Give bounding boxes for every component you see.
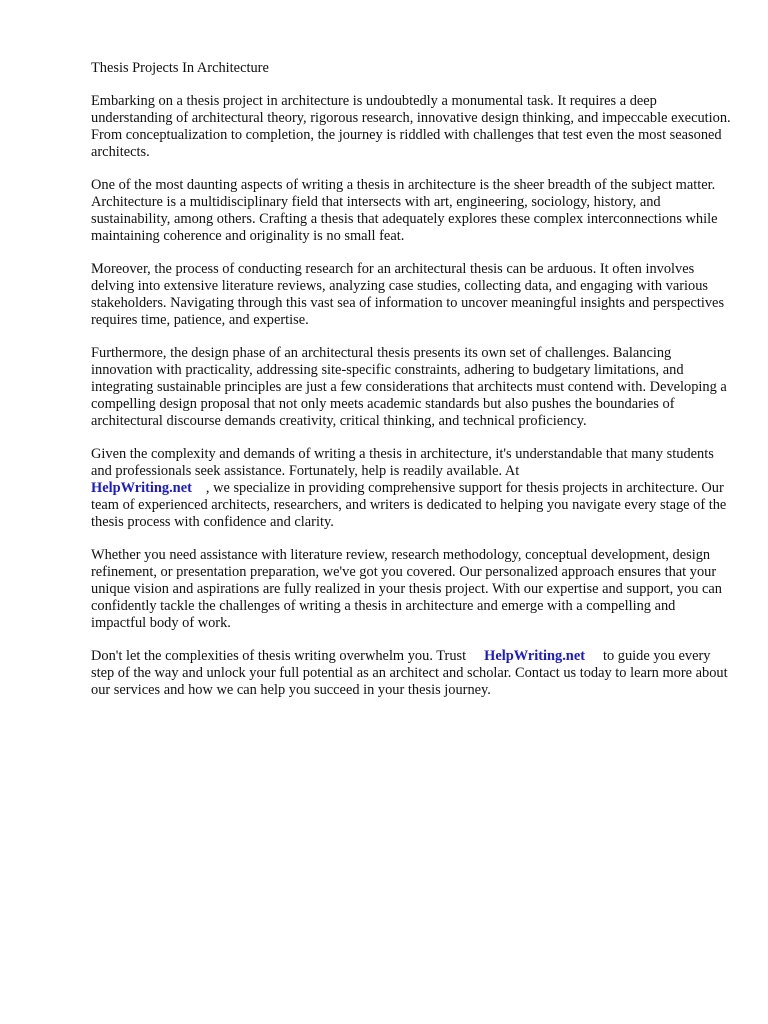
- paragraph-3: Moreover, the process of conducting research for an architectural thesis can be arduous. It often involves delving into extensive literature reviews, analyzing case studies, collecting data, and engaging with various stakeholders. Navigating through this vast sea of information to uncover meaningful insights and perspectives requires time, patience, and expertise.: [91, 261, 725, 328]
- paragraph-6: Whether you need assistance with literature review, research methodology, conceptual development, design refinement, or presentation preparation, we've got you covered. Our personalized approach ensures that your unique vision and aspirations are fully realized in your thesis project. With our expertise and support, you can confidently tackle the challenges of writing a thesis in architecture and emerge with a compelling and impactful body of work.: [91, 547, 722, 631]
- paragraph-5-text-after: , we specialize in providing comprehensive support for thesis projects in architecture. Our team of experienced architects, researchers, and writers is dedicated to helping you navigate every stage of the thesis process with confidence and clarity.: [91, 480, 727, 530]
- paragraph-7-text-before: Don't let the complexities of thesis writing overwhelm you. Trust: [91, 648, 467, 664]
- paragraph-5: [91, 446, 731, 531]
- document-title: Thesis Projects In Architecture: [91, 60, 269, 76]
- paragraph-5-text-before: Given the complexity and demands of writing a thesis in architecture, it's understandable that many students and professionals seek assistance. Fortunately, help is readily available. At: [91, 446, 714, 479]
- paragraph-4: Furthermore, the design phase of an architectural thesis presents its own set of challenges. Balancing innovation with practicality, addressing site-specific constraints, adhering to budgetary limitations, and integrating sustainable principles are just a few considerations that architects must contend with. Developing a compelling design proposal that not only meets academic standards but also pushes the boundaries of architectural discourse demands creativity, critical thinking, and technical proficiency.: [91, 345, 727, 429]
- document-page: [91, 60, 731, 715]
- paragraph-7-text-after: to guide you every step of the way and unlock your full potential as an architect and scholar. Contact us today to learn more about our services and how we can help you succeed in your thesis journey.: [91, 648, 728, 698]
- paragraph-1: Embarking on a thesis project in architecture is undoubtedly a monumental task. It requires a deep understanding of architectural theory, rigorous research, innovative design thinking, and impeccable execution. From conceptualization to completion, the journey is riddled with challenges that test even the most seasoned architects.: [91, 93, 731, 160]
- paragraph-7: [91, 648, 731, 699]
- helpwriting-link-2[interactable]: HelpWriting.net: [484, 648, 585, 664]
- helpwriting-link-1[interactable]: HelpWriting.net: [91, 480, 192, 496]
- paragraph-2: One of the most daunting aspects of writing a thesis in architecture is the sheer breadth of the subject matter. Architecture is a multidisciplinary field that intersects with art, engineering, sociology, history, and sustainability, among others. Crafting a thesis that adequately explores these complex interconnections while maintaining coherence and originality is no small feat.: [91, 177, 718, 244]
